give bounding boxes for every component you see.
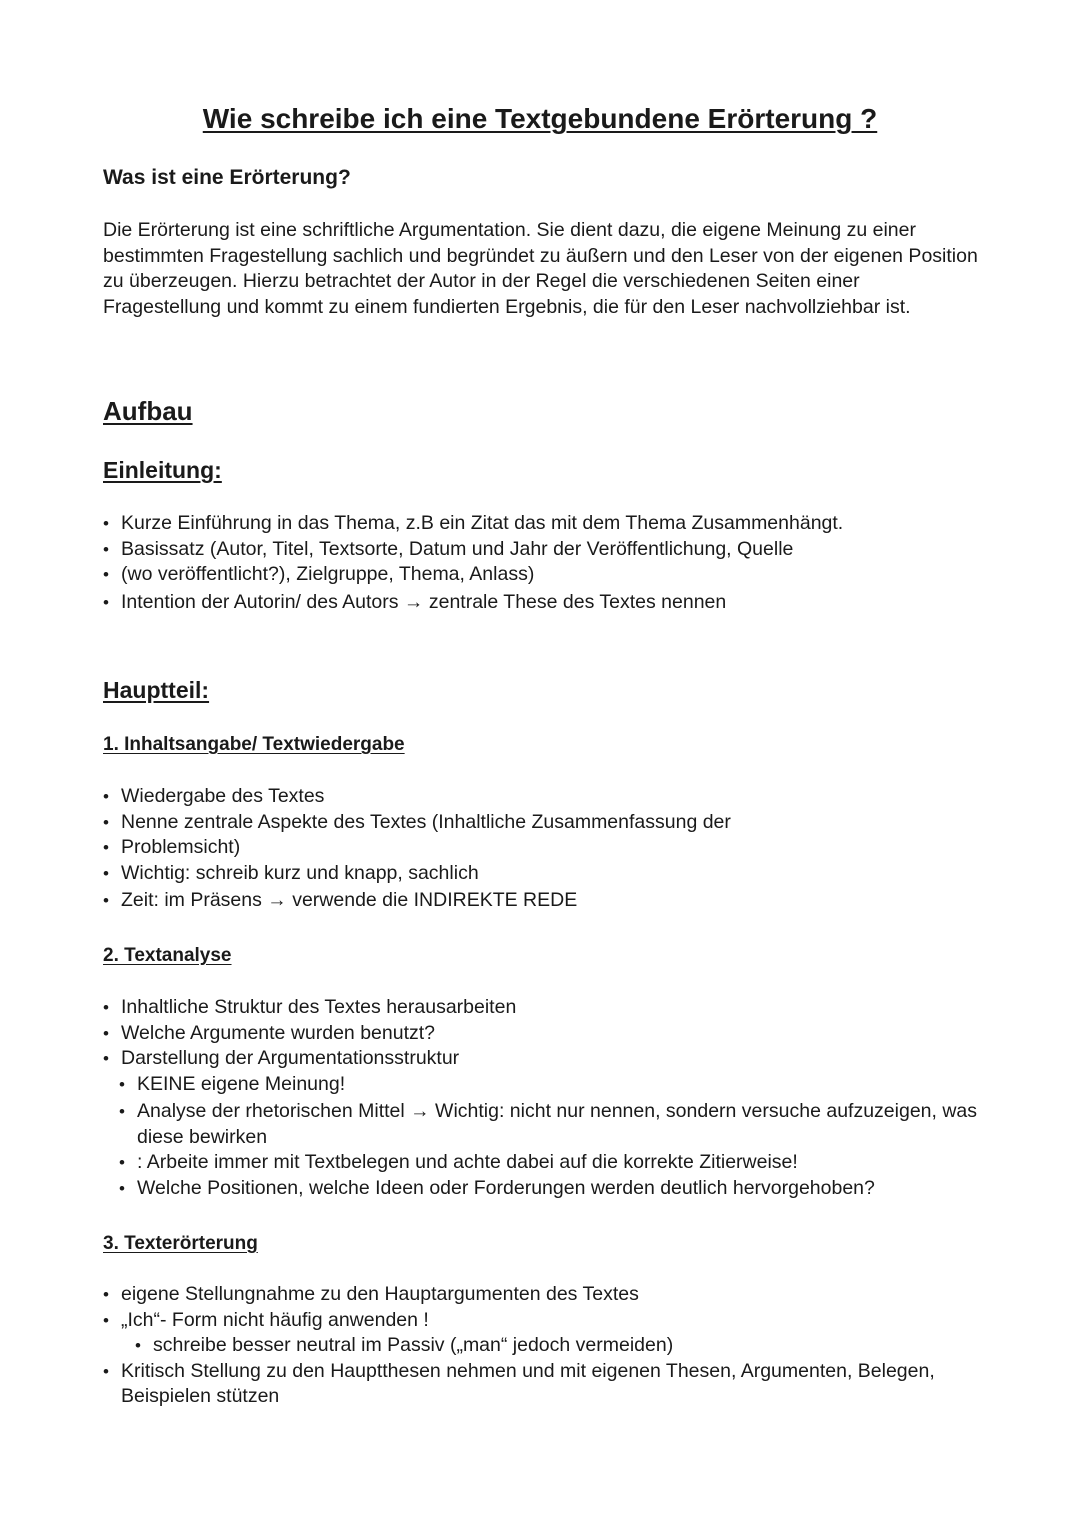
list-item: • Kritisch Stellung zu den Hauptthesen nehmen und mit eigenen Thesen, Argumenten, Belegen, Beispielen stützen: [103, 1359, 983, 1410]
list-item: • Darstellung der Argumentationsstruktur: [103, 1046, 983, 1072]
list-item: • Welche Positionen, welche Ideen oder Forderungen werden deutlich hervorgehoben?: [119, 1176, 983, 1202]
list-item: • „Ich“- Form nicht häufig anwenden !: [103, 1308, 983, 1334]
intro-paragraph: Die Erörterung ist eine schriftliche Argumentation. Sie dient dazu, die eigene Meinung zu einer bestimmten Fragestellung sachlich und begründet zu äußern und den Leser von der eigenen Position zu überzeugen. Hierzu betrachtet der Autor in der Regel die verschiedenen Seiten einer Fragestellung und kommt zu einem fundierten Ergebnis, die für den Leser nachvollziehbar ist.: [103, 219, 978, 318]
inhaltsangabe-list: [103, 784, 983, 914]
list-item: • Zeit: im Präsens → verwende die INDIREKTE REDE: [103, 888, 983, 914]
list-item: • eigene Stellungnahme zu den Hauptargumenten des Textes: [103, 1282, 983, 1308]
list-item: • Kurze Einführung in das Thema, z.B ein Zitat das mit dem Thema Zusammenhängt.: [103, 511, 983, 537]
list-item: • Nenne zentrale Aspekte des Textes (Inhaltliche Zusammenfassung der: [103, 810, 983, 836]
list-item: • Intention der Autorin/ des Autors → zentrale These des Textes nennen: [103, 590, 983, 616]
list-item: • Wichtig: schreib kurz und knapp, sachlich: [103, 861, 983, 887]
list-item: • Analyse der rhetorischen Mittel → Wichtig: nicht nur nennen, sondern versuche aufzuzeigen, was diese bewirken: [119, 1099, 983, 1150]
section-heading-texteroerterung: 3. Texterörterung: [103, 1233, 258, 1254]
list-item: • Problemsicht): [103, 835, 983, 861]
page-title: Wie schreibe ich eine Textgebundene Erörterung ?: [202, 103, 878, 134]
section-heading-inhaltsangabe: 1. Inhaltsangabe/ Textwiedergabe: [103, 734, 405, 755]
texteroerterung-list: [103, 1282, 983, 1410]
list-item: • Wiedergabe des Textes: [103, 784, 983, 810]
hauptteil-heading: Hauptteil:: [103, 677, 210, 703]
section-heading-textanalyse: 2. Textanalyse: [103, 945, 232, 966]
list-item: • schreibe besser neutral im Passiv („man“ jedoch vermeiden): [135, 1333, 983, 1359]
list-item: • : Arbeite immer mit Textbelegen und achte dabei auf die korrekte Zitierweise!: [119, 1150, 983, 1176]
textanalyse-list: [103, 995, 983, 1201]
question-heading: Was ist eine Erörterung?: [103, 166, 351, 189]
list-item: • Inhaltliche Struktur des Textes herausarbeiten: [103, 995, 983, 1021]
list-item: • (wo veröffentlicht?), Zielgruppe, Thema, Anlass): [103, 562, 983, 588]
list-item: • Basissatz (Autor, Titel, Textsorte, Datum und Jahr der Veröffentlichung, Quelle: [103, 537, 983, 563]
einleitung-heading: Einleitung:: [103, 457, 222, 483]
aufbau-heading: Aufbau: [103, 396, 193, 426]
list-item: • Welche Argumente wurden benutzt?: [103, 1021, 983, 1047]
list-item: • KEINE eigene Meinung!: [119, 1072, 983, 1098]
einleitung-list: [103, 511, 983, 615]
